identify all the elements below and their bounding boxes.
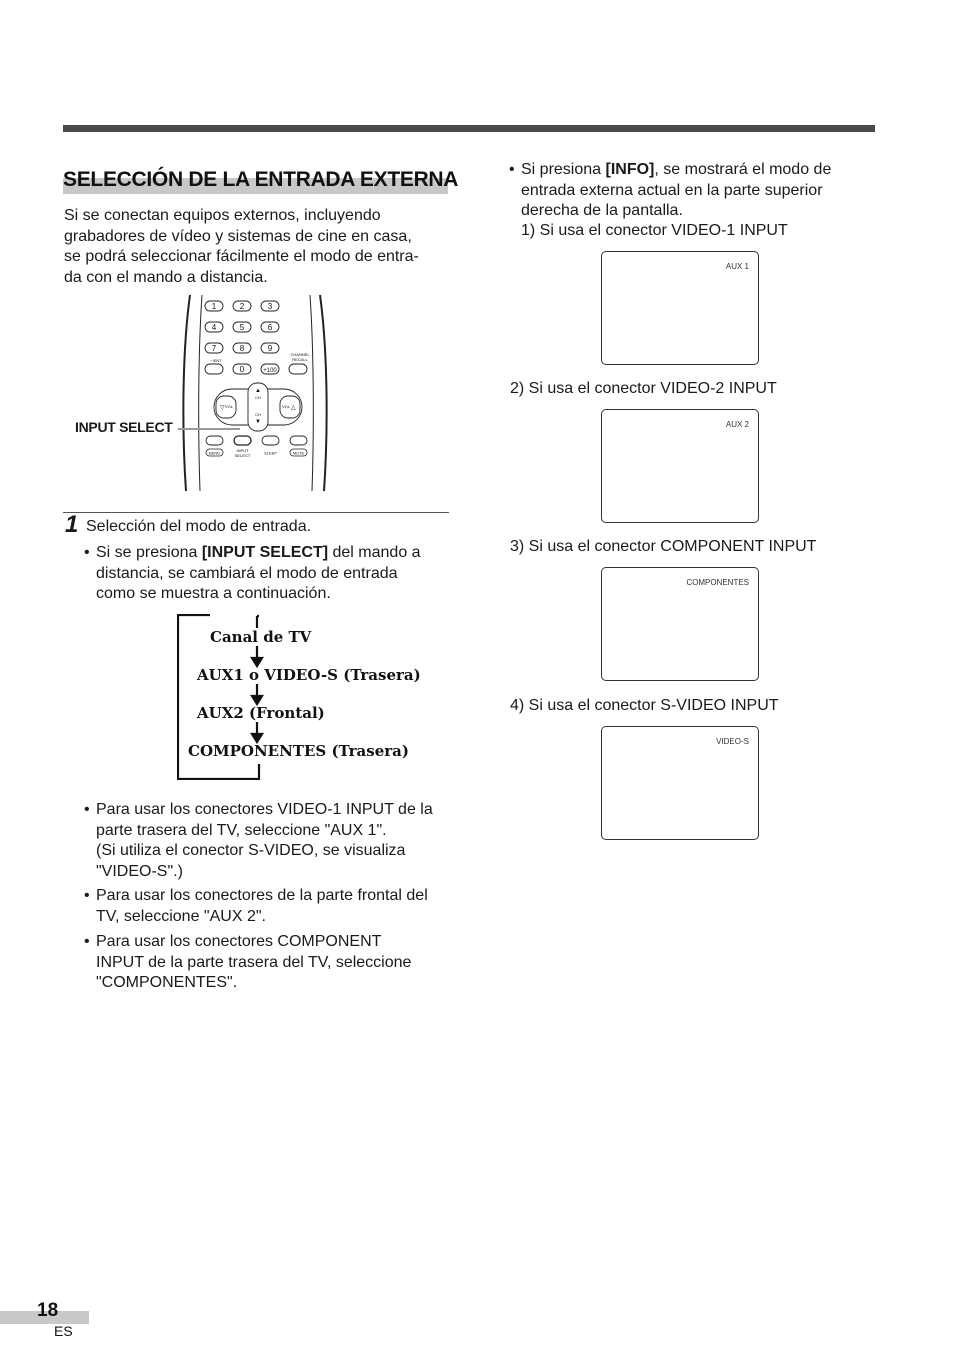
info-line: entrada externa actual en la parte superior (521, 181, 823, 199)
tv-screen-aux2 (601, 409, 759, 523)
top-rule (63, 125, 875, 132)
ent-label: −/ENT (210, 358, 222, 363)
remote-control-illustration (180, 293, 332, 493)
note-aux2: • Para usar los conectores de la parte frontal del TV, seleccione "AUX 2". (96, 886, 452, 927)
step-text: Selección del modo de entrada. (86, 518, 312, 535)
remote-key-label: 0 (239, 365, 245, 374)
note-line: INPUT de la parte trasera del TV, seleccione (96, 953, 412, 971)
input-select-small-label: SELECT (234, 453, 251, 458)
remote-key-label: +100 (263, 368, 277, 374)
bullet-line: como se muestra a continuación. (96, 585, 331, 602)
intro-paragraph (64, 206, 444, 288)
note-line: (Si utiliza el conector S-VIDEO, se visualiza (96, 842, 406, 859)
info-bullet: • Si presiona [INFO], se mostrará el modo de entrada externa actual en la parte superior derecha de la pantalla. (521, 160, 881, 222)
screen-label: COMPONENTES (686, 578, 749, 587)
flow-item-aux1: AUX1 o VIDEO-S (Trasera) (197, 666, 421, 684)
flow-item-aux2: AUX2 (Frontal) (197, 704, 325, 722)
channel-recall-label: RECALL (292, 357, 308, 362)
language-code: ES (54, 1323, 73, 1339)
screen-label: AUX 1 (725, 262, 749, 271)
remote-key-label: 7 (211, 344, 217, 353)
case-video1: 1) Si usa el conector VIDEO-1 INPUT (521, 222, 788, 239)
bullet-key: [INPUT SELECT] (201, 544, 329, 561)
remote-key-label: 3 (267, 302, 273, 311)
info-prefix: Si presiona (521, 161, 606, 178)
tv-screen-video-s (601, 726, 759, 840)
mute-label: MUTE (292, 450, 305, 456)
case-component: 3) Si usa el conector COMPONENT INPUT (510, 538, 817, 555)
step-rule (63, 512, 449, 513)
note-line: "COMPONENTES". (96, 974, 238, 991)
intro-line: Si se conectan equipos externos, incluyendo (64, 207, 381, 224)
vol-up-label: VOL (282, 404, 291, 409)
info-suffix: , se mostrará el modo de (654, 161, 832, 178)
tv-screen-aux1 (601, 251, 759, 365)
remote-key (289, 364, 307, 374)
intro-line: da con el mando a distancia. (64, 268, 268, 286)
intro-line: se podrá seleccionar fácilmente el modo de entra- (64, 248, 419, 265)
section-title: SELECCIÓN DE LA ENTRADA EXTERNA (63, 166, 448, 194)
sleep-label: SLEEP (264, 450, 277, 456)
remote-key-label: 4 (211, 323, 217, 332)
input-select-bullet: • Si se presiona [INPUT SELECT] del mando a distancia, se cambiará el modo de entrada como se muestra a continuación. (96, 543, 446, 605)
svg-text:▼: ▼ (255, 419, 261, 425)
info-line: derecha de la pantalla. (521, 202, 683, 219)
remote-key-label: 8 (239, 344, 245, 353)
flow-item-tv: Canal de TV (210, 628, 312, 646)
vol-down-label: VOL (225, 404, 234, 409)
note-aux1: • Para usar los conectores VIDEO-1 INPUT de la parte trasera del TV, seleccione "AUX 1". (Si utiliza el conector S-VIDEO, se visualiza "VIDEO-S".) (96, 800, 452, 882)
note-line: TV, seleccione "AUX 2". (96, 907, 266, 925)
remote-key-label: 9 (267, 344, 273, 353)
input-select-callout-label: INPUT SELECT (75, 419, 173, 435)
svg-text:△: △ (291, 405, 296, 411)
intro-line: grabadores de vídeo y sistemas de cine en casa, (64, 227, 412, 245)
svg-text:▲: ▲ (255, 388, 261, 394)
tv-screen-componentes (601, 567, 759, 681)
remote-key-label: 6 (267, 323, 273, 332)
case-video2: 2) Si usa el conector VIDEO-2 INPUT (510, 380, 777, 397)
remote-key-label: 2 (239, 302, 245, 311)
remote-key (205, 364, 223, 374)
bullet-suffix: del mando a (328, 544, 421, 561)
svg-text:▽: ▽ (220, 405, 225, 411)
note-componentes: • Para usar los conectores COMPONENT INPUT de la parte trasera del TV, seleccione "COMPONENTES". (96, 932, 452, 994)
remote-key-label: 5 (239, 323, 245, 332)
screen-label: AUX 2 (725, 420, 749, 429)
ch-down-label: CH (255, 412, 261, 417)
note-line: parte trasera del TV, seleccione "AUX 1". (96, 821, 387, 839)
input-select-small-label: INPUT (236, 448, 249, 453)
ch-up-label: CH (255, 395, 261, 400)
page-number: 18 (37, 1300, 59, 1321)
input-select-callout-line (178, 428, 240, 430)
bend-label: BEND (208, 450, 221, 456)
input-mode-flow-diagram (177, 614, 421, 780)
remote-key-label: 1 (211, 302, 217, 311)
note-line: Para usar los conectores de la parte frontal del (96, 887, 428, 904)
note-line: "VIDEO-S".) (96, 862, 183, 880)
flow-item-componentes: COMPONENTES (Trasera) (188, 742, 409, 760)
note-line: Para usar los conectores VIDEO-1 INPUT de la (96, 801, 433, 818)
channel-recall-label: CHANNEL (290, 352, 310, 357)
step-number: 1 (65, 511, 79, 538)
info-key: [INFO] (605, 161, 655, 178)
note-line: Para usar los conectores COMPONENT (96, 933, 382, 950)
case-svideo: 4) Si usa el conector S-VIDEO INPUT (510, 697, 779, 714)
screen-label: VIDEO-S (716, 737, 749, 746)
bullet-prefix: Si se presiona (96, 544, 202, 561)
bullet-line: distancia, se cambiará el modo de entrada (96, 564, 398, 582)
